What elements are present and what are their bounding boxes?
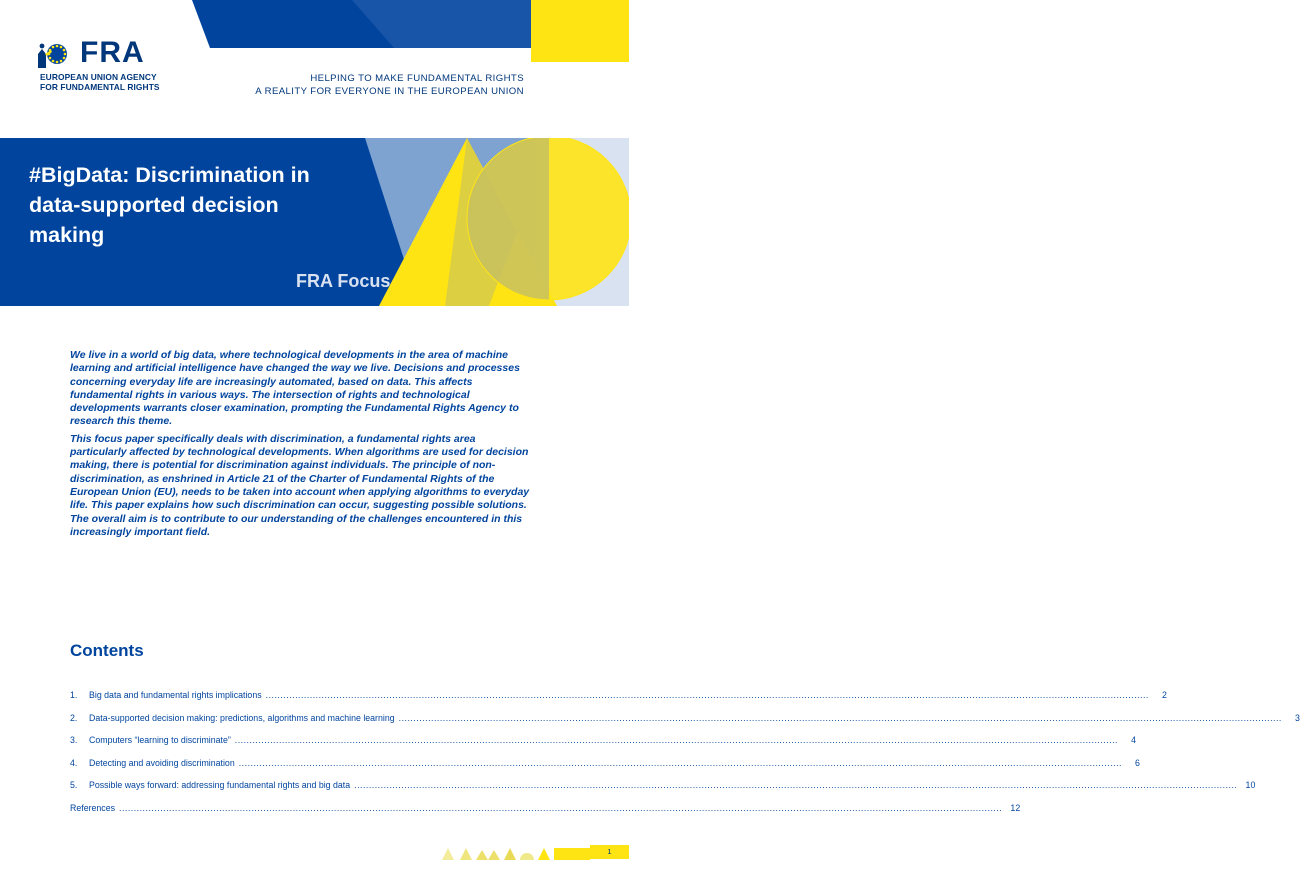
toc-title: Possible ways forward: addressing fundamental rights and big data <box>89 780 351 791</box>
toc-entry[interactable] <box>70 802 1021 826</box>
toc-page-number: 6 <box>1135 757 1140 768</box>
toc-page-number: 12 <box>1010 802 1021 813</box>
toc-page-number: 2 <box>1161 690 1167 700</box>
toc-leader-dots: ............................................................................................................................................................................................................................................................................................................ <box>238 757 1122 768</box>
toc-title: Detecting and avoiding discrimination <box>89 757 235 768</box>
agency-name-line1: EUROPEAN UNION AGENCY <box>40 72 157 82</box>
toc-page-number: 4 <box>1131 735 1136 746</box>
toc-number: 2. <box>70 712 78 723</box>
toc-number: 3. <box>70 735 78 746</box>
intro-paragraph: We live in a world of big data, where technological developments in the area of machine learning and artificial intelligence have changed the way we live. Decisions and processes concerning everyday life are increasingly automated, based on data. This affects fundamental rights in various ways. The intersection of rights and technological developments warrants closer examination, prompting the Fundamental Rights Agency to research this theme. <box>70 349 520 428</box>
toc-number: 5. <box>70 780 78 791</box>
banner-decoration <box>359 138 629 306</box>
toc-entry[interactable] <box>70 690 1167 713</box>
toc-entry[interactable] <box>70 780 1256 803</box>
toc-number: 4. <box>70 757 78 768</box>
toc-title: References <box>70 802 115 813</box>
intro-paragraph: This focus paper specifically deals with discrimination, a fundamental rights area particularly affected by technological developments. When algorithms are used for decision making, there is potential for discrimination against individuals. The principle of non-discrimination, as enshrined in Article 21 of the Charter of Fundamental Rights of the European Union (EU), needs to be taken into account when applying algorithms to everyday life. This paper explains how such discrimination can occur, suggesting possible solutions. The overall aim is to contribute to our understanding of the challenges encountered in this increasingly important field. <box>70 432 530 538</box>
toc-entry[interactable] <box>70 712 1300 736</box>
toc-leader-dots: ............................................................................................................................................................................................................................................................................................................ <box>354 780 1238 791</box>
toc-leader-dots: ............................................................................................................................................................................................................................................................................................................ <box>234 735 1118 746</box>
agency-name-line2: FOR FUNDAMENTAL RIGHTS <box>40 82 160 92</box>
toc-page-number: 3 <box>1294 712 1300 723</box>
tagline-line2: A REALITY FOR EVERYONE IN THE EUROPEAN UNION <box>255 86 524 97</box>
series-label: FRA Focus <box>296 271 391 291</box>
table-of-contents <box>70 690 1300 826</box>
toc-leader-dots: ............................................................................................................................................................................................................................................................................................................ <box>119 802 1003 813</box>
footer-decoration <box>440 846 590 860</box>
tagline <box>255 72 524 98</box>
toc-leader-dots: ............................................................................................................................................................................................................................................................................................................ <box>398 712 1282 723</box>
toc-leader-dots: ............................................................................................................................................................................................................................................................................................................ <box>265 690 1149 700</box>
contents-heading: Contents <box>70 641 144 660</box>
introduction <box>70 349 535 543</box>
toc-title: Computers “learning to discriminate” <box>89 735 231 746</box>
logo-acronym: FRA <box>80 36 145 69</box>
toc-title: Data-supported decision making: predictions, algorithms and machine learning <box>89 712 395 723</box>
toc-entry[interactable] <box>70 757 1140 781</box>
toc-title: Big data and fundamental rights implications <box>89 690 262 700</box>
toc-page-number: 10 <box>1245 780 1256 791</box>
toc-number: 1. <box>70 690 78 700</box>
fra-logo <box>30 36 170 100</box>
eu-stars-icon <box>30 40 80 70</box>
page-number: 1 <box>590 845 629 859</box>
toc-entry[interactable] <box>70 735 1136 758</box>
title-banner <box>0 138 629 306</box>
document-title: #BigData: Discrimination in data-supported decision making <box>29 163 310 247</box>
tagline-line1: HELPING TO MAKE FUNDAMENTAL RIGHTS <box>310 73 524 84</box>
